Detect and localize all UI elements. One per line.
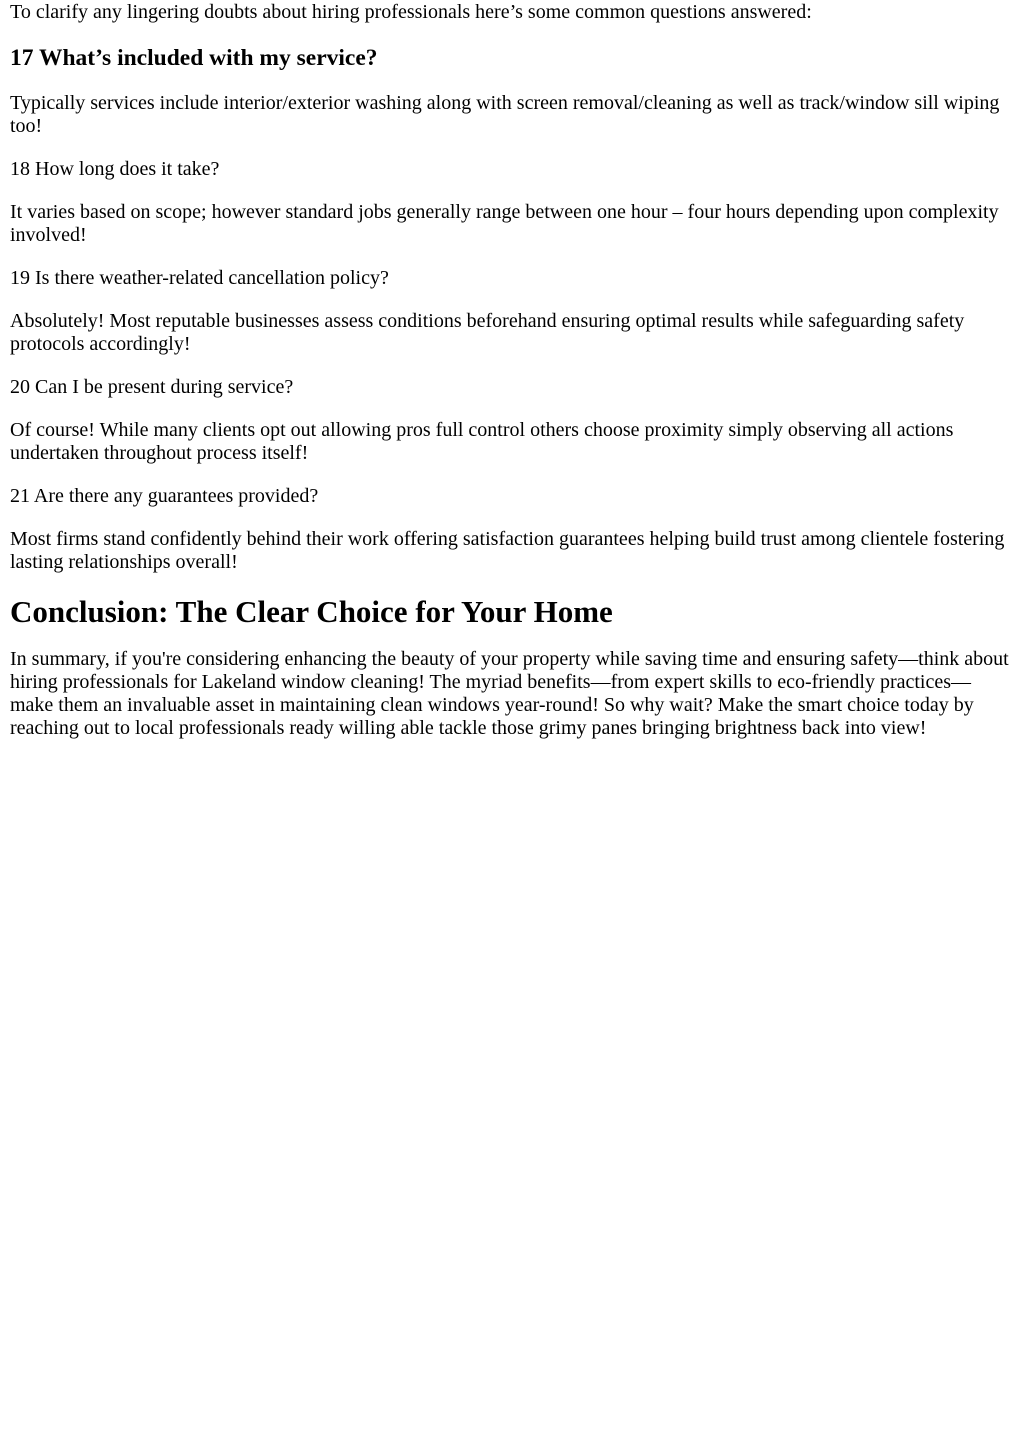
faq-question-20: 20 Can I be present during service?	[10, 376, 294, 398]
conclusion-paragraph: In summary, if you're considering enhancing the beauty of your property while saving time and ensuring safety—think about hiring professionals for Lakeland window cleaning! The myriad benefits—from expert skills to eco-friendly practices—make them an invaluable asset in maintaining clean windows year-round! So why wait? Make the smart choice today by reaching out to local professionals ready willing able tackle those grimy panes bringing brightness back into view!	[10, 648, 1009, 739]
faq-question-19: 19 Is there weather-related cancellation policy?	[10, 267, 389, 289]
faq-answer-21: Most firms stand confidently behind their work offering satisfaction guarantees helping build trust among clientele fostering lasting relationships overall!	[10, 528, 1005, 573]
faq-answer-18: It varies based on scope; however standard jobs generally range between one hour – four hours depending upon complexity involved!	[10, 201, 999, 246]
conclusion-heading: Conclusion: The Clear Choice for Your Home	[10, 594, 613, 629]
faq-question-18: 18 How long does it take?	[10, 158, 220, 180]
faq-question-21: 21 Are there any guarantees provided?	[10, 485, 319, 507]
article	[0, 1, 1024, 740]
intro-paragraph: To clarify any lingering doubts about hiring professionals here’s some common questions answered:	[10, 1, 812, 23]
faq-question-17-heading: 17 What’s included with my service?	[10, 45, 378, 71]
faq-answer-17: Typically services include interior/exterior washing along with screen removal/cleaning as well as track/window sill wiping too!	[10, 92, 1000, 137]
faq-answer-20: Of course! While many clients opt out allowing pros full control others choose proximity simply observing all actions undertaken throughout process itself!	[10, 419, 954, 464]
faq-answer-19: Absolutely! Most reputable businesses assess conditions beforehand ensuring optimal results while safeguarding safety protocols accordingly!	[10, 310, 965, 355]
